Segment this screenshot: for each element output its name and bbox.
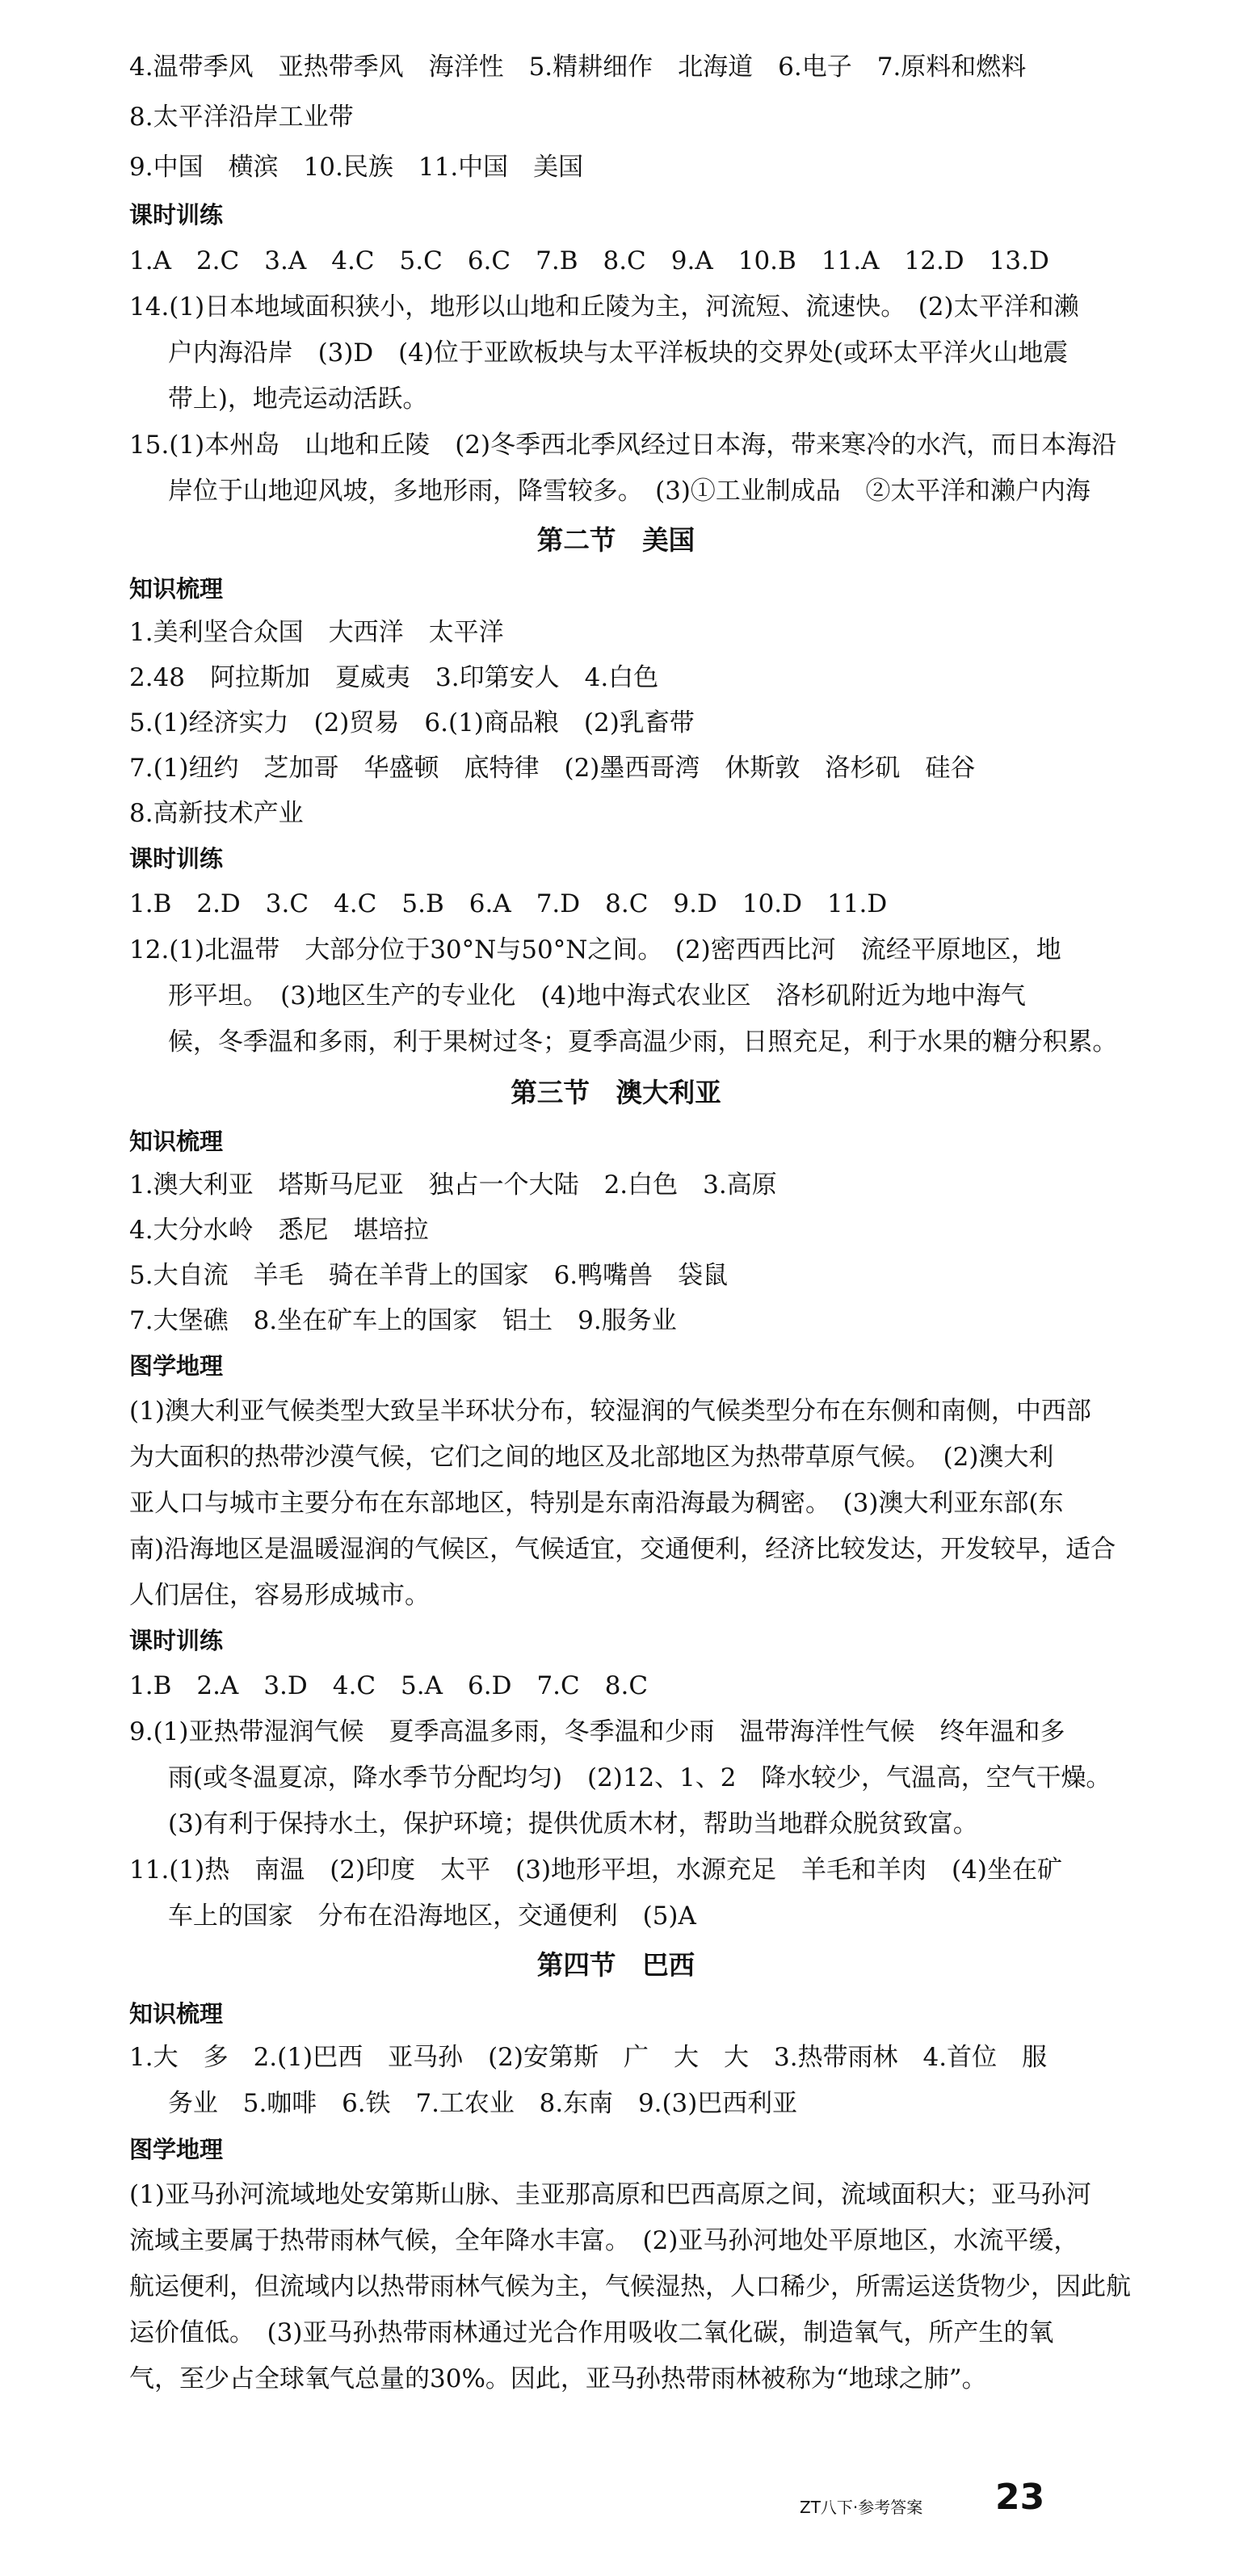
text-line: (1)澳大利亚气候类型大致呈半环状分布，较湿润的气候类型分布在东侧和南侧，中西部 bbox=[129, 1397, 1091, 1426]
text-line: 14.(1)日本地域面积狭小，地形以山地和丘陵为主，河流短、流速快。 (2)太平洋和濑 bbox=[129, 292, 1079, 321]
section-heading: 课时训练 bbox=[129, 201, 224, 229]
section-title: 第四节 巴西 bbox=[536, 1949, 695, 1981]
text-line: 气，至少占全球氧气总量的30%。因此，亚马孙热带雨林被称为“地球之肺”。 bbox=[129, 2364, 987, 2393]
text-line: 1.美利坚合众国 大西洋 太平洋 bbox=[129, 618, 504, 647]
text-line: 航运便利，但流域内以热带雨林气候为主，气候湿热，人口稀少，所需运送货物少，因此航 bbox=[129, 2272, 1131, 2301]
text-line: 流域主要属于热带雨林气候，全年降水丰富。 (2)亚马孙河地处平原地区，水流平缓， bbox=[129, 2226, 1079, 2255]
text-line: 2.48 阿拉斯加 夏威夷 3.印第安人 4.白色 bbox=[129, 663, 659, 692]
section-heading: 知识梳理 bbox=[129, 575, 224, 603]
text-line: 8.高新技术产业 bbox=[129, 799, 304, 828]
section-heading: 课时训练 bbox=[129, 1627, 224, 1654]
text-line: 1.澳大利亚 塔斯马尼亚 独占一个大陆 2.白色 3.高原 bbox=[129, 1170, 777, 1200]
text-line: (1)亚马孙河流域地处安第斯山脉、圭亚那高原和巴西高原之间，流域面积大；亚马孙河 bbox=[129, 2180, 1091, 2209]
text-line: 15.(1)本州岛 山地和丘陵 (2)冬季西北季风经过日本海，带来寒冷的水汽，而日本海沿 bbox=[129, 431, 1117, 460]
text-line: 户内海沿岸 (3)D (4)位于亚欧板块与太平洋板块的交界处(或环太平洋火山地震 bbox=[168, 338, 1069, 368]
text-line: 9.(1)亚热带湿润气候 夏季高温多雨，冬季温和少雨 温带海洋性气候 终年温和多 bbox=[129, 1717, 1065, 1746]
text-line: 7.大堡礁 8.坐在矿车上的国家 铝土 9.服务业 bbox=[129, 1306, 677, 1335]
section-heading: 图学地理 bbox=[129, 2136, 224, 2163]
text-line: 5.(1)经济实力 (2)贸易 6.(1)商品粮 (2)乳畜带 bbox=[129, 708, 695, 738]
text-line: 4.大分水岭 悉尼 堪培拉 bbox=[129, 1216, 429, 1245]
text-line: 1.B 2.D 3.C 4.C 5.B 6.A 7.D 8.C 9.D 10.D 11.D bbox=[129, 889, 888, 918]
text-line: 9.中国 横滨 10.民族 11.中国 美国 bbox=[129, 153, 584, 182]
section-heading: 课时训练 bbox=[129, 845, 224, 872]
text-line: 带上)，地壳运动活跃。 bbox=[168, 385, 428, 414]
text-line: 候，冬季温和多雨，利于果树过冬；夏季高温少雨，日照充足，利于水果的糖分积累。 bbox=[168, 1027, 1118, 1057]
text-line: 1.大 多 2.(1)巴西 亚马孙 (2)安第斯 广 大 大 3.热带雨林 4.首位 服 bbox=[129, 2043, 1048, 2072]
text-line: 雨(或冬温夏凉，降水季节分配均匀) (2)12、1、2 降水较少，气温高，空气干燥。 bbox=[168, 1763, 1111, 1792]
text-line: 1.A 2.C 3.A 4.C 5.C 6.C 7.B 8.C 9.A 10.B 11.A 12.D 13.D bbox=[129, 246, 1049, 275]
text-line: 8.太平洋沿岸工业带 bbox=[129, 103, 354, 132]
text-line: 7.(1)纽约 芝加哥 华盛顿 底特律 (2)墨西哥湾 休斯敦 洛杉矶 硅谷 bbox=[129, 754, 976, 783]
section-title: 第二节 美国 bbox=[536, 524, 695, 556]
text-line: 1.B 2.A 3.D 4.C 5.A 6.D 7.C 8.C bbox=[129, 1671, 649, 1700]
text-line: 为大面积的热带沙漠气候，它们之间的地区及北部地区为热带草原气候。 (2)澳大利 bbox=[129, 1443, 1054, 1472]
text-line: 务业 5.咖啡 6.铁 7.工农业 8.东南 9.(3)巴西利亚 bbox=[168, 2089, 798, 2118]
section-heading: 图学地理 bbox=[129, 1352, 224, 1380]
section-title: 第三节 澳大利亚 bbox=[511, 1077, 721, 1108]
page-number: 23 bbox=[995, 2477, 1045, 2518]
text-line: 南)沿海地区是温暖湿润的气候区，气候适宜，交通便利，经济比较发达，开发较早，适合 bbox=[129, 1535, 1116, 1564]
text-line: 5.大自流 羊毛 骑在羊背上的国家 6.鸭嘴兽 袋鼠 bbox=[129, 1261, 729, 1290]
text-line: 运价值低。 (3)亚马孙热带雨林通过光合作用吸收二氧化碳，制造氧气，所产生的氧 bbox=[129, 2318, 1054, 2347]
text-line: 12.(1)北温带 大部分位于30°N与50°N之间。 (2)密西西比河 流经平原地区，地 bbox=[129, 935, 1061, 964]
section-heading: 知识梳理 bbox=[129, 2000, 224, 2028]
text-line: 车上的国家 分布在沿海地区，交通便利 (5)A bbox=[168, 1902, 696, 1931]
section-heading: 知识梳理 bbox=[129, 1128, 224, 1155]
footer-label: ZT八下·参考答案 bbox=[800, 2498, 923, 2517]
text-line: 岸位于山地迎风坡，多地形雨，降雪较多。 (3)①工业制成品 ②太平洋和濑户内海 bbox=[168, 477, 1090, 506]
text-line: 4.温带季风 亚热带季风 海洋性 5.精耕细作 北海道 6.电子 7.原料和燃料 bbox=[129, 53, 1027, 82]
text-line: 亚人口与城市主要分布在东部地区，特别是东南沿海最为稠密。 (3)澳大利亚东部(东 bbox=[129, 1489, 1064, 1518]
text-line: 11.(1)热 南温 (2)印度 太平 (3)地形平坦，水源充足 羊毛和羊肉 (4)坐在矿 bbox=[129, 1855, 1062, 1885]
text-line: 形平坦。 (3)地区生产的专业化 (4)地中海式农业区 洛杉矶附近为地中海气 bbox=[168, 981, 1026, 1011]
text-line: (3)有利于保持水土，保护环境；提供优质木材，帮助当地群众脱贫致富。 bbox=[168, 1809, 978, 1838]
text-line: 人们居住，容易形成城市。 bbox=[129, 1581, 430, 1610]
